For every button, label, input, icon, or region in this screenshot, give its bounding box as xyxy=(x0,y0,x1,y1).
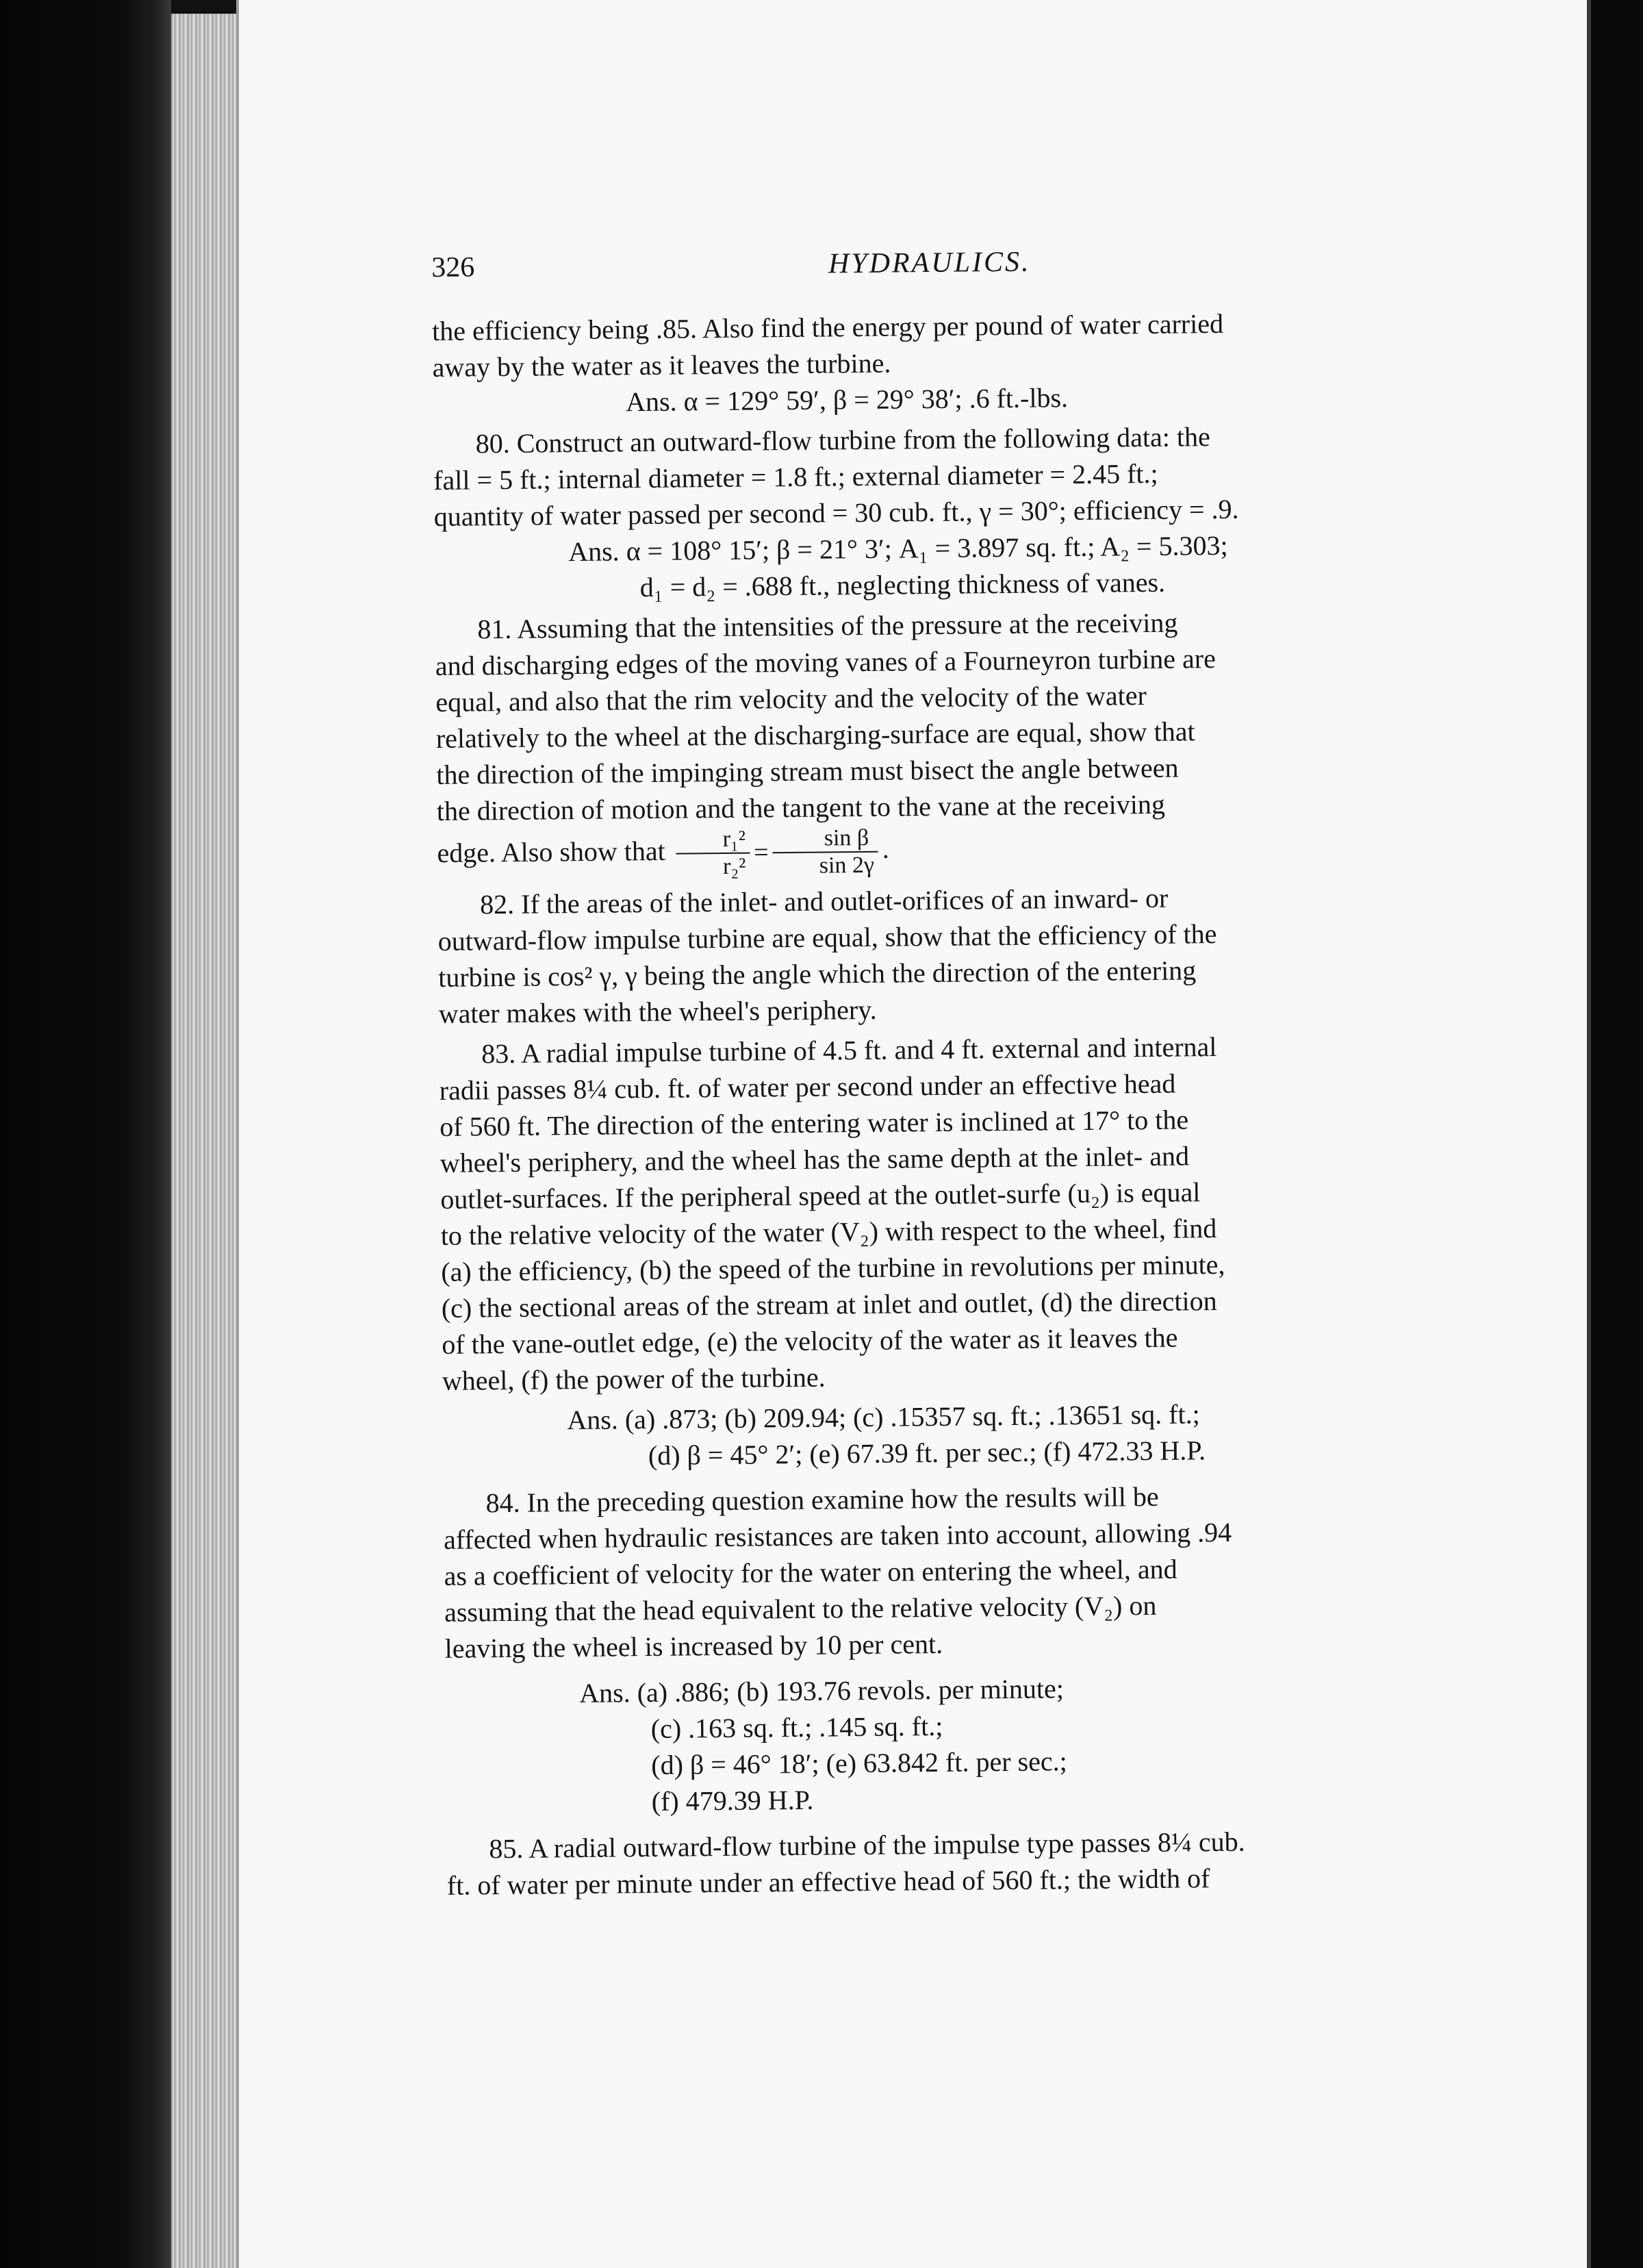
answer-84-line-4: (f) 479.39 H.P. xyxy=(651,1784,814,1817)
text-line: away by the water as it leaves the turbine. xyxy=(432,347,891,383)
answer-84-line-1: Ans. (a) .886; (b) 193.76 revols. per minute; xyxy=(579,1673,1065,1709)
text-line: quantity of water passed per second = 30 cub. ft., γ = 30°; efficiency = .9. xyxy=(433,493,1239,532)
text-line: of 560 ft. The direction of the entering water is inclined at 17° to the xyxy=(440,1104,1189,1142)
fraction-denominator: r₂² xyxy=(722,853,746,879)
fraction-denominator: sin 2γ xyxy=(819,852,875,879)
text-line: 80. Construct an outward-flow turbine from the following data: the xyxy=(475,421,1210,459)
problem-83 xyxy=(439,1026,1438,1399)
text-line: the direction of motion and the tangent to the vane at the receiving xyxy=(436,788,1166,827)
text-line: fall = 5 ft.; internal diameter = 1.8 ft.; external diameter = 2.45 ft.; xyxy=(433,457,1158,496)
text-line: affected when hydraulic resistances are taken into account, allowing .94 xyxy=(443,1516,1232,1555)
fraction-sines xyxy=(772,825,878,879)
text-line: the efficiency being .85. Also find the energy per pound of water carried xyxy=(431,307,1224,346)
text-line: leaving the wheel is increased by 10 per cent. xyxy=(444,1628,943,1664)
text-line: . xyxy=(882,833,889,864)
answer-83-line-2: (d) β = 45° 2′; (e) 67.39 ft. per sec.; (f) 472.33 H.P. xyxy=(648,1435,1206,1472)
running-title: HYDRAULICS. xyxy=(828,246,1031,280)
text-line: 81. Assuming that the intensities of the pressure at the receiving xyxy=(477,607,1178,645)
text-line: as a coefficient of velocity for the water on entering the wheel, and xyxy=(444,1553,1177,1591)
problem-79-continuation xyxy=(432,303,1429,386)
fraction-radii xyxy=(676,827,750,881)
text-line: outlet-surfaces. If the peripheral speed at the outlet-surfe (u₂) is equal xyxy=(440,1176,1201,1215)
problem-84 xyxy=(443,1476,1440,1667)
scan-left-edge xyxy=(0,0,171,2268)
text-line: to the relative velocity of the water (V₂) with respect to the wheel, find xyxy=(440,1213,1217,1251)
text-line: wheel, (f) the power of the turbine. xyxy=(442,1361,826,1396)
fraction-numerator: r₁² xyxy=(676,827,750,855)
answer-83-line-1: Ans. (a) .873; (b) 209.94; (c) .15357 sq. ft.; .13651 sq. ft.; xyxy=(567,1398,1200,1436)
text-line: the direction of the impinging stream must bisect the angle between xyxy=(436,752,1179,790)
running-header xyxy=(431,240,1428,298)
text-line: wheel's periphery, and the wheel has the same depth at the inlet- and xyxy=(440,1140,1190,1179)
page-text xyxy=(431,240,1443,1904)
text-line: relatively to the wheel at the discharging-surface are equal, show that xyxy=(435,716,1195,754)
equals-sign: = xyxy=(753,837,769,868)
fraction-numerator: sin β xyxy=(772,825,878,853)
text-line: of the vane-outlet edge, (e) the velocity of the water as it leaves the xyxy=(442,1322,1178,1360)
page-number: 326 xyxy=(431,251,475,284)
text-line: 82. If the areas of the inlet- and outlet-orifices of an inward- or xyxy=(479,882,1169,920)
problem-80 xyxy=(433,416,1429,535)
problem-85 xyxy=(446,1822,1443,1904)
answer-79: Ans. α = 129° 59′, β = 29° 38′; .6 ft.-lbs. xyxy=(625,382,1069,418)
text-line: 83. A radial impulse turbine of 4.5 ft. and 4 ft. external and internal xyxy=(481,1031,1217,1070)
text-line: assuming that the head equivalent to the relative velocity (V₂) on xyxy=(444,1589,1157,1628)
text-line: outward-flow impulse turbine are equal, show that the efficiency of the xyxy=(437,918,1217,957)
answer-80-line-2: d₁ = d₂ = .688 ft., neglecting thickness of vanes. xyxy=(639,566,1166,603)
text-line: water makes with the wheel's periphery. xyxy=(438,994,877,1029)
text-line: turbine is cos² γ, γ being the angle which the direction of the entering xyxy=(437,955,1197,993)
text-line: 84. In the preceding question examine how the results will be xyxy=(485,1480,1159,1519)
scan-right-edge xyxy=(1587,0,1643,2268)
text-line: edge. Also show that xyxy=(437,835,665,869)
text-line: equal, and also that the rim velocity and the velocity of the water xyxy=(435,680,1147,718)
answer-84-line-3: (d) β = 46° 18′; (e) 63.842 ft. per sec.; xyxy=(651,1746,1067,1781)
problem-82 xyxy=(437,877,1435,1032)
text-line: (a) the efficiency, (b) the speed of the turbine in revolutions per minute, xyxy=(441,1248,1225,1287)
text-line: ft. of water per minute under an effective head of 560 ft.; the width of xyxy=(446,1863,1210,1901)
text-line: radii passes 8¼ cub. ft. of water per second under an effective head xyxy=(439,1068,1176,1106)
answer-80-line-1: Ans. α = 108° 15′; β = 21° 3′; A₁ = 3.897 sq. ft.; A₂ = 5.303; xyxy=(568,529,1228,568)
problem-81 xyxy=(435,602,1434,883)
text-line: and discharging edges of the moving vanes of a Fourneyron turbine are xyxy=(435,643,1217,681)
text-line: (c) the sectional areas of the stream at inlet and outlet, (d) the direction xyxy=(441,1285,1217,1324)
answer-84-line-2: (c) .163 sq. ft.; .145 sq. ft.; xyxy=(650,1710,943,1745)
text-line: 85. A radial outward-flow turbine of the impulse type passes 8¼ cub. xyxy=(489,1826,1245,1865)
